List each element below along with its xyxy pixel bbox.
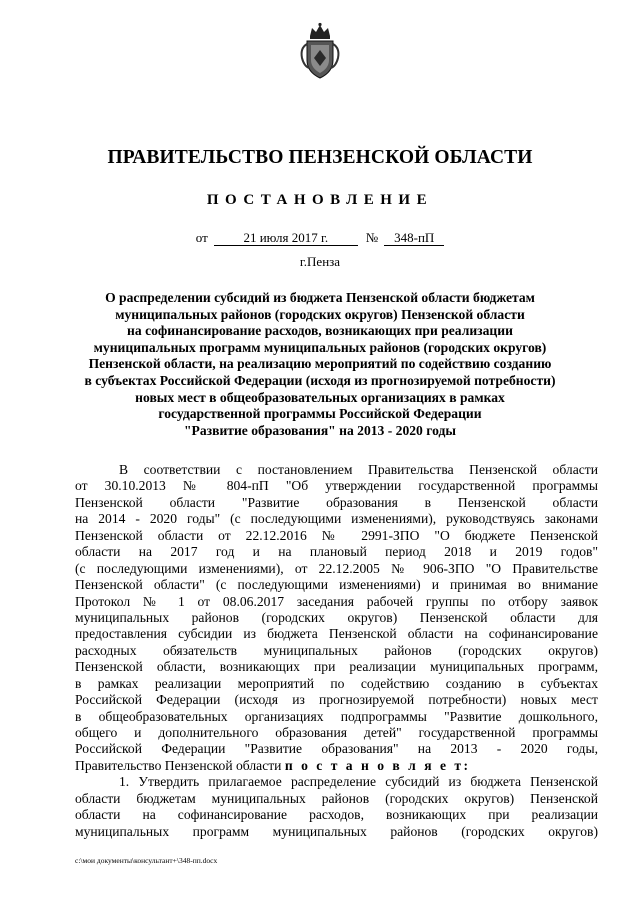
body-line: расходных обязательств муниципальных районов (городских округов)	[75, 642, 598, 658]
document-title	[70, 290, 570, 439]
title-line: в субъектах Российской Федерации (исходя из прогнозируемой потребности)	[84, 372, 556, 388]
body-line: от 30.10.2013 № 804-пП "Об утверждении государственной программы	[75, 478, 598, 494]
body-line: Российской Федерации "Развитие образования" на 2013 - 2020 годы,	[75, 741, 598, 757]
resolution-prefix: Правительство Пензенской области	[75, 757, 282, 773]
body-line: в общеобразовательных организациях подпрограммы "Развитие дошкольного,	[75, 708, 598, 724]
title-line: на софинансирование расходов, возникающих при реализации	[127, 323, 513, 339]
title-line: новых мест в общеобразовательных организациях в рамках	[135, 389, 505, 405]
item-1-line: муниципальных программ муниципальных районов (городских округов)	[75, 823, 598, 839]
body-line: (с последующими изменениями), от 22.12.2005 № 906-ЗПО "О Правительстве	[75, 560, 598, 576]
resolution-line	[75, 758, 598, 774]
document-date: 21 июля 2017 г.	[214, 231, 358, 246]
city: г.Пенза	[299, 254, 341, 269]
title-line: Пензенской области, на реализацию мероприятий по содействию созданию	[88, 356, 552, 372]
body-line: области на 2017 год и на плановый период 2018 и 2019 годов"	[75, 544, 598, 560]
file-path-footer: c:\мои документы\консультант+\348-пп.docx	[75, 856, 218, 865]
body-line: Пензенской области от 22.12.2016 № 2991-ЗПО "О бюджете Пензенской	[75, 527, 598, 543]
organization-name: ПРАВИТЕЛЬСТВО ПЕНЗЕНСКОЙ ОБЛАСТИ	[107, 147, 533, 168]
body-line: Пензенской области "Развитие образования в Пензенской области	[75, 494, 598, 510]
body-line: В соответствии с постановлением Правительства Пензенской области	[119, 462, 598, 477]
body-line: Пензенской области" (с последующими изменениями) и принимая во внимание	[75, 577, 598, 593]
item-1-line: области бюджетам муниципальных районов (городских округов) Пензенской	[75, 790, 598, 806]
title-line: государственной программы Российской Федерации	[158, 406, 482, 422]
date-prefix: от	[195, 230, 208, 245]
date-number-line	[0, 230, 640, 246]
title-line: О распределении субсидий из бюджета Пензенской области бюджетам	[105, 290, 535, 305]
title-line: муниципальных районов (городских округов) Пензенской области	[115, 306, 525, 322]
body-line: Протокол № 1 от 08.06.2017 заседания рабочей группы по отбору заявок	[75, 593, 598, 609]
item-1-line: 1. Утвердить прилагаемое распределение субсидий из бюджета Пензенской	[119, 774, 598, 790]
item-1-line: области на софинансирование расходов, возникающих при реализации	[75, 807, 598, 823]
body-line: предоставления субсидии из бюджета Пензенской области на софинансирование	[75, 626, 598, 642]
body-line: в рамках реализации мероприятий по содействию созданию в субъектах	[75, 675, 598, 691]
title-line: муниципальных программ муниципальных районов (городских округов)	[93, 339, 547, 355]
number-prefix: №	[365, 230, 379, 245]
body-line: муниципальных районов (городских округов) Пензенской области для	[75, 609, 598, 625]
document-number: 348-пП	[384, 231, 444, 246]
coat-of-arms-icon	[298, 22, 342, 80]
body-line: Пензенской области, возникающих при реализации муниципальных программ,	[75, 659, 598, 675]
resolution-keyword: п о с т а н о в л я е т:	[284, 757, 471, 773]
title-line: "Развитие образования" на 2013 - 2020 годы	[184, 422, 456, 438]
body-line: на 2014 - 2020 годы" (с последующими изменениями), руководствуясь законами	[75, 511, 598, 527]
body-line: Российской Федерации (исходя из прогнозируемой потребности) новых мест	[75, 692, 598, 708]
document-type: ПОСТАНОВЛЕНИЕ	[206, 192, 434, 208]
body-line: общего и дополнительного образования детей" государственной программы	[75, 725, 598, 740]
document-body	[75, 462, 598, 840]
